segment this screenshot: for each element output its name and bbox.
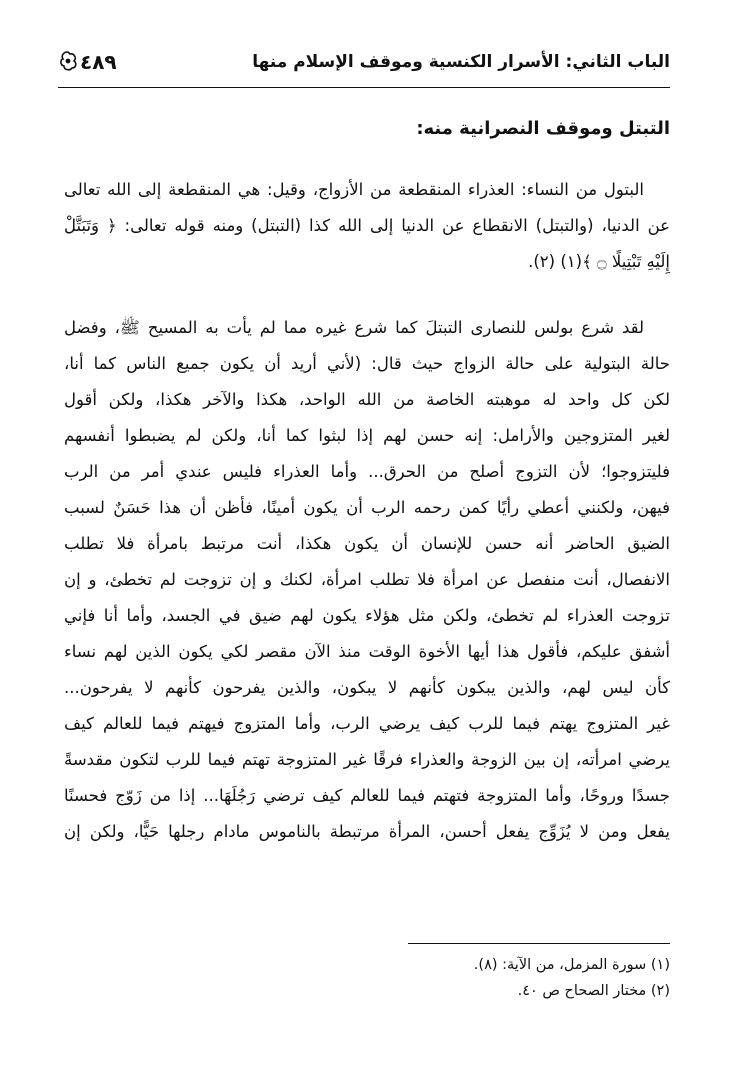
text-line: جسدًا وروحًا، وأما المتزوجة فتهتم فيما للعالم كيف ترضي رَجُلَهَا... إذا من زَوّج فحسنًا <box>64 786 670 805</box>
text-line: عن الدنيا، (والتبتل) الانقطاع عن الدنيا إلى الله كذا (التبتل) ومنه قوله تعالى: ﴿ وَتَبَتَّلْ <box>64 216 670 235</box>
text-line: فليتزوجوا؛ لأن التزوج أصلح من الحرق... وأما العذراء فليس عندي أمر من الرب <box>64 462 670 481</box>
text-line: فيهن، ولكنني أعطي رأيًا كمن رحمه الرب أن يكون أمينًا، فأظن أن هذا حَسَنٌ لسبب <box>64 498 670 517</box>
footnotes <box>474 952 670 1004</box>
text-line: الانفصال، أنت منفصل عن امرأة فلا تطلب امرأة، لكنك و إن تزوجت لم تخطئ، و إن <box>64 570 670 589</box>
text-line: لغير المتزوجين والأرامل: إنه حسن لهم إذا لبثوا كما أنا، ولكن لم يضبطوا أنفسهم <box>64 426 670 445</box>
text-line: كأن ليس لهم، والذين يبكون كأنهم لا يبكون، والذين يفرحون كأنهم لا يفرحون... <box>64 678 670 697</box>
paragraph-2 <box>64 310 670 850</box>
footnote: (١) سورة المزمل، من الآية: (٨). <box>473 957 670 973</box>
footnote: (٢) مختار الصحاح ص ٤٠. <box>517 983 670 999</box>
text-line: لكن كل واحد له موهبته الخاصة من الله الواحد، هكذا والآخر هكذا، ولكن أقول <box>64 390 670 409</box>
paragraph-1 <box>64 172 670 280</box>
text-line: حالة البتولية على حالة الزواج حيث قال: (لأني أريد أن يكون جميع الناس كما أنا، <box>64 354 670 373</box>
text-line: إِلَيْهِ تَبْتِيلًا ۝ ﴾(١) (٢). <box>528 252 670 271</box>
text-line: البتول من النساء: العذراء المنقطعة من الأزواج، وقيل: هي المنقطعة إلى الله تعالى <box>64 180 644 199</box>
text-line: يرضي امرأته، إن بين الزوجة والعذراء فرقًا غير المتزوجة تهتم فيما للرب لتكون مقدسةً <box>64 750 670 769</box>
header-divider <box>58 87 670 88</box>
page-number: ٤٨٩ <box>80 50 117 74</box>
text-line: لقد شرع بولس للنصارى التبتلَ كما شرع غيره مما لم يأت به المسيح ﷺ، وفضل <box>64 318 644 337</box>
footnote-divider <box>408 943 670 944</box>
text-line: غير المتزوج يهتم فيما للرب كيف يرضي الرب، وأما المتزوج فيهتم فيما للعالم كيف <box>64 714 670 733</box>
text-line: تزوجت العذراء لم تخطئ، ولكن مثل هؤلاء يكون لهم ضيق في الجسد، وأما أنا فإني <box>64 606 670 625</box>
text-line: يفعل ومن لا يُزَوِّج يفعل أحسن، المرأة مرتبطة بالناموس مادام رجلها حَيًّا، ولكن إن <box>64 822 670 841</box>
running-title: الباب الثاني: الأسرار الكنسية وموقف الإسلام منها <box>252 52 670 72</box>
text-line: أشفق عليكم، فأقول هذا أيها الأخوة الوقت منذ الآن مقصر لكي يكون الذين لهم نساء <box>64 642 670 661</box>
section-title: التبتل وموقف النصرانية منه: <box>416 118 670 139</box>
text-line: الضيق الحاضر أنه حسن للإنسان أن يكون هكذا، أنت مرتبط بامرأة فلا تطلب <box>64 534 670 553</box>
floral-ornament-icon <box>58 50 78 72</box>
page-header <box>58 44 670 84</box>
